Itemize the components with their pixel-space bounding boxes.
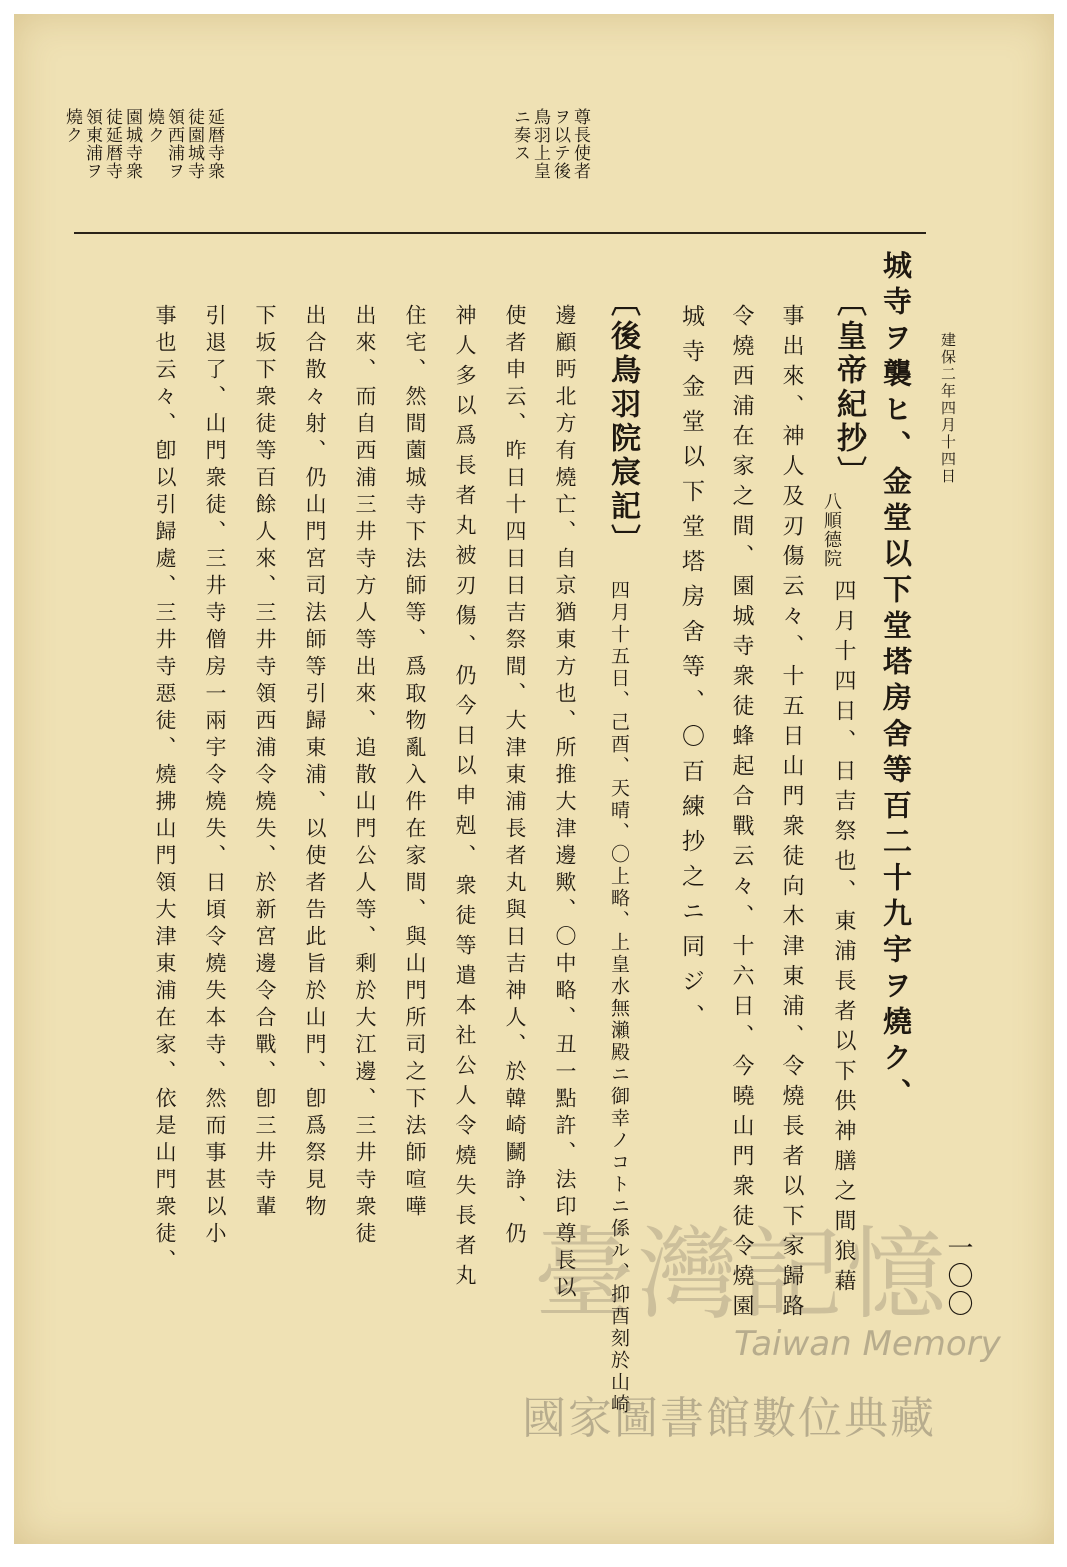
text-column-9: 住宅、然間薗城寺下法師等、爲取物亂入件在家間、與山門所司之下法師喧嘩	[403, 304, 427, 1222]
date-line: 建保二年四月十四日	[939, 332, 957, 485]
text-column-3: 令燒西浦在家之間、園城寺衆徒蜂起合戰云々、十六日、今曉山門衆徒令燒園	[729, 304, 754, 1324]
margin-note-center-1: 尊長使者	[570, 108, 590, 180]
watermark-credit: 國家圖書館數位典藏	[522, 1393, 936, 1444]
source-citation-2: 〔後鳥羽院宸記〕	[605, 286, 640, 558]
header-divider	[74, 232, 926, 234]
page-number: 一〇〇	[943, 1234, 973, 1318]
source-note-1: 八順德院	[821, 492, 842, 568]
margin-note-left-4: 燒ク	[144, 108, 164, 144]
source-citation-1: 〔皇帝紀抄〕	[831, 286, 866, 490]
text-column-4: 城寺金堂以下堂塔房舍等、〇百練抄之ニ同ジ、	[678, 304, 704, 1039]
text-column-1: 四月十四日、日吉祭也、東浦長者以下供神膳之間狼藉	[831, 579, 856, 1299]
margin-note-left-8: 燒ク	[62, 108, 82, 144]
watermark-english: Taiwan Memory	[734, 1324, 1001, 1364]
margin-note-center-3: 鳥羽上皇	[530, 108, 550, 180]
text-column-8: 神人多以爲長者丸被刃傷、仍今日以申剋、衆徒等遣本社公人令燒失長者丸	[453, 304, 477, 1294]
margin-note-left-6: 徒延暦寺	[102, 108, 122, 180]
page-heading: 城寺ヲ襲ヒ、金堂以下堂塔房舍等百二十九宇ヲ燒ク、	[879, 250, 913, 1114]
text-column-11: 出合散々射、仍山門宮司法師等引歸東浦、以使者告此旨於山門、卽爲祭見物	[303, 304, 327, 1222]
text-column-6: 邊顧眄北方有燒亡、自京猶東方也、所推大津邊歟、〇中略、丑一點許、法印尊長以	[553, 304, 577, 1303]
margin-note-left-7: 領東浦ヲ	[82, 108, 102, 180]
margin-note-left-2: 徒園城寺	[184, 108, 204, 180]
text-column-13: 引退了、山門衆徒、三井寺僧房一兩宇令燒失、日頃令燒失本寺、然而事甚以小	[203, 304, 227, 1249]
book-page	[14, 14, 1054, 1544]
margin-note-center-2: ヲ以テ後	[550, 108, 570, 180]
margin-note-left-5: 園城寺衆	[122, 108, 142, 180]
margin-note-left-1: 延暦寺衆	[204, 108, 224, 180]
text-column-2: 事出來、神人及刃傷云々、十五日山門衆徒向木津東浦、令燒長者以下家歸路	[779, 304, 804, 1324]
text-column-12: 下坂下衆徒等百餘人來、三井寺領西浦令燒失、於新宮邊令合戰、卽三井寺輩	[253, 304, 277, 1222]
margin-note-left-3: 領西浦ヲ	[164, 108, 184, 180]
margin-note-center-4: ニ奏ス	[510, 108, 530, 162]
text-column-10: 出來、而自西浦三井寺方人等出來、追散山門公人等、剩於大江邊、三井寺衆徒	[353, 304, 377, 1249]
text-column-7: 使者申云、昨日十四日日吉祭間、大津東浦長者丸與日吉神人、於韓崎鬭諍、仍	[503, 304, 527, 1249]
watermark-logo: 臺灣記憶	[534, 1216, 950, 1333]
text-column-14: 事也云々、卽以引歸處、三井寺惡徒、燒拂山門領大津東浦在家、依是山門衆徒、	[153, 304, 177, 1276]
text-column-5: 四月十五日、己酉、天晴、〇上略、上皇水無瀨殿ニ御幸ノコトニ係ル、抑酉刻於山崎	[608, 580, 630, 1416]
